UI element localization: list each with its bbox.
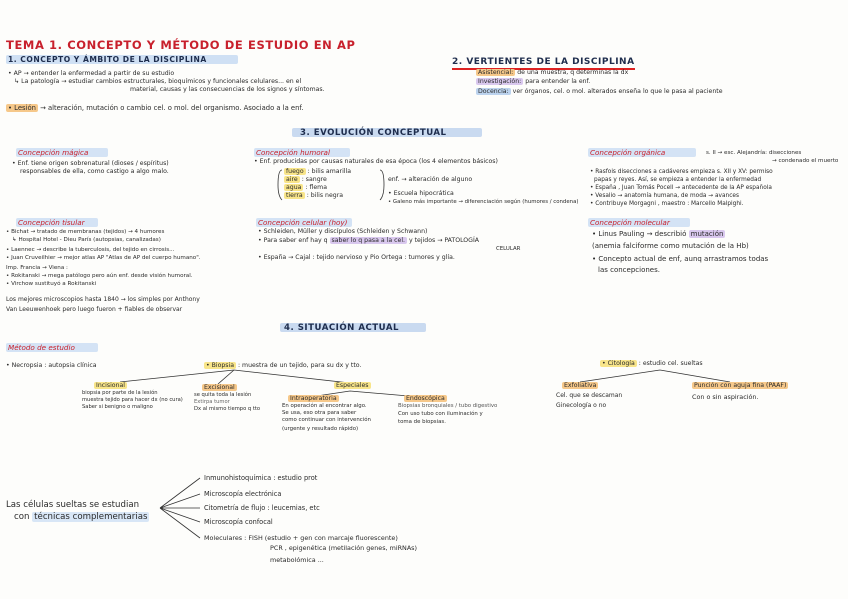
humoral-right-1: enf. → alteración de alguno [388,176,473,183]
celulas-line-1: Las células sueltas se estudian [6,500,140,510]
intraop-text-3: como continuar con intervención [282,417,371,423]
page-title: TEMA 1. CONCEPTO Y MÉTODO DE ESTUDIO EN AP [6,38,356,52]
excisional-text-2: Extirpa tumor [194,399,230,405]
humoral-fuego: fuego [286,168,304,175]
tecnicas-complementarias: técnicas complementarias [34,512,148,522]
s1-line-2: ↳ La patología → estudiar cambios estructurales, bioquímicos y funcionales celulares... en el [14,78,302,85]
intraop-text-1: En operación al encontrar algo. [282,403,367,409]
humoral-flema: flema [309,184,327,191]
humoral-right-2: • Escuela hipocrática [388,190,454,197]
humoral-bilis-negra: bilis negra [310,192,344,199]
humoral-aire: aire [286,176,298,183]
excisional-text-3: Dx al mismo tiempo q tto [194,406,261,412]
organica-note-2: → condenado el muerto [772,158,839,164]
endoscopica-text-2: Con uso tubo con iluminación y [398,411,483,417]
organica-line-5: • Contribuye Morgagni , maestro : Marcello Malpighi. [590,201,744,207]
intraop-text-4: (urgente y resultado rápido) [282,426,359,432]
tecnica-7: metabolómica ... [270,556,324,564]
tisular-line-3: • Laennec → describe la tuberculosis, del tejido en cirrosis... [6,247,175,253]
organica-line-3: • España , Juan Tomás Pocell → antecedente de la AP española [590,185,772,191]
incisional-label: Incisional [96,382,126,389]
endoscopica-text-1: Biopsias bronquiales / tubo digestivo [398,403,498,409]
s2-asistencial-text: de una muestra, q determinas la dx [517,69,629,76]
section-4-heading: 4. SITUACIÓN ACTUAL [284,323,400,333]
intraop-label: Intraoperatoria [290,395,337,402]
molecular-line-4: las concepciones. [598,266,660,274]
endoscopica-text-3: toma de biopsias. [398,419,446,425]
humoral-brace [278,170,282,200]
celular-line-2d: CELULAR [496,246,521,252]
humoral-brace-right [380,170,384,200]
humoral-right-3: • Galeno más importante → diferenciación según (humores / condena) [388,199,579,205]
s2-asistencial-label: Asistencial: [478,69,514,76]
incisional-text-3: Saber si benigno o maligno [82,404,153,410]
puncion-label: Punción con aguja fina (PAAF) [694,382,787,389]
exfoliativa-text-2: Ginecología o no [556,402,607,409]
molecular-line-2: (anemia falciforme como mutación de la Hb) [592,242,749,250]
citologia-label: • Citología [602,360,635,367]
s2-docencia-text: ver órganos, cel. o mol. alterados enseña lo que le pasa al paciente [512,88,723,95]
organica-title: Concepción orgánica [590,148,666,157]
molecular-line-1a: • Linus Pauling → describió [592,230,687,238]
citologia-tree [580,370,730,382]
s1-lesion-label: • Lesión [8,104,36,112]
excisional-label: Excisional [204,384,235,391]
tecnica-6: PCR , epigenética (metilación genes, miRNAs) [270,544,418,552]
tecnica-1: Inmunohistoquímica : estudio prot [204,474,318,482]
especiales-label: Especiales [336,382,369,389]
tisular-line-7: • Virchow sustituyó a Rokitanski [6,281,97,287]
molecular-line-1b: mutación [690,230,724,238]
s2-investigacion-text: para entender la enf. [525,78,591,85]
tecnica-4: Microscopía confocal [204,518,273,526]
section-3-heading: 3. EVOLUCIÓN CONCEPTUAL [300,128,447,138]
tisular-line-9: Van Leeuwenhoek pero luego fueron + fiables de observar [6,306,183,313]
tisular-line-6: • Rokitanski → mega patólogo pero aún enf. desde visión humoral. [6,273,193,279]
magica-line-2: responsables de ella, como castigo a algo malo. [20,168,169,175]
exfoliativa-text-1: Cel. que se descaman [556,392,623,399]
section-2-heading: 2. VERTIENTES DE LA DISCIPLINA [452,57,635,67]
tisular-line-4: • Juan Cruveilhier → mejor atlas AP "Atlas de AP del cuerpo humano". [6,255,201,261]
metodo-title: Método de estudio [8,343,75,352]
celular-line-2c: y tejidos → PATOLOGÍA [408,237,480,244]
tecnicas-tree [160,478,200,538]
biopsia-label: • Biopsia [206,362,235,369]
organica-note: s. II → esc. Alejandría: disecciones [706,150,802,156]
humoral-line-1: • Enf. producidas por causas naturales de esa época (los 4 elementos básicos) [254,158,498,165]
intraop-text-2: Se usa, eso otra para saber [282,410,357,416]
tisular-line-5: Imp. Francia → Viena : [6,265,68,271]
tisular-line-8: Los mejores microscopios hasta 1840 → los simples por Anthony [6,296,200,303]
organica-line-4: • Vesalio → anatomía humana, de moda → avances [590,193,739,199]
organica-line-1: • Rasfois disecciones a cadáveres empieza s. XII y XV: permiso [590,169,773,175]
excisional-text-1: se quita toda la lesión [194,392,252,398]
incisional-text-2: muestra tejido para hacer dx (no cura) [82,397,183,403]
tecnica-2: Microscopía electrónica [204,490,282,498]
celulas-line-2: con [14,512,30,522]
section-1-heading: 1. CONCEPTO Y ÁMBITO DE LA DISCIPLINA [8,55,207,64]
s1-line-3: material, causas y las consecuencias de los signos y síntomas. [130,86,325,93]
humoral-tierra: tierra [286,192,303,199]
organica-line-2: papas y reyes. Así, se empieza a entender la enfermedad [594,177,762,183]
s2-docencia-label: Docencia: [478,88,509,95]
humoral-sangre: sangre [305,176,327,183]
tisular-line-2: ↳ Hospital Hotel - Dieu París (autopsias, canalizadas) [12,237,161,243]
biopsia-text: : muestra de un tejido, para su dx y tto. [238,362,362,369]
tecnica-3: Citometría de flujo : leucemias, etc [204,504,320,512]
humoral-title: Concepción humoral [256,148,330,157]
citologia-text: : estudio cel. sueltas [638,360,703,367]
humoral-agua: agua [286,184,302,191]
celular-line-1: • Schleiden, Müller y discípulos (Schleiden y Schwann) [258,228,428,235]
s2-investigacion-label: Investigación: [478,78,522,85]
magica-line-1: • Enf. tiene origen sobrenatural (dioses / espíritus) [12,160,169,167]
humoral-bilis-amarilla: bilis amarilla [311,168,352,175]
celular-line-2b: saber lo q pasa a la cel. [331,237,406,244]
endoscopica-label: Endoscópica [406,395,445,402]
celular-line-3: • España → Cajal : tejido nervioso y Pio Ortega : tumores y glía. [258,254,455,261]
tisular-line-1: • Bichat → tratado de membranas (tejidos) → 4 humores [6,229,165,235]
necropsia: • Necropsia : autopsia clínica [6,362,97,369]
incisional-text-1: biopsia por parte de la lesión [82,390,158,396]
exfoliativa-label: Exfoliativa [564,382,597,389]
celular-title: Concepción celular (hoy) [258,218,348,227]
s1-lesion-text: → alteración, mutación o cambio cel. o mol. del organismo. Asociado a la enf. [40,104,304,112]
molecular-title: Concepción molecular [590,218,670,227]
molecular-line-3: • Concepto actual de enf, aunq arrastramos todas [592,255,769,263]
tisular-title: Concepción tisular [18,218,85,227]
biopsia-tree [120,370,350,384]
s1-line-1: • AP → entender la enfermedad a partir de su estudio [8,70,175,77]
puncion-text-1: Con o sin aspiración. [692,393,759,401]
tecnica-5: Moleculares : FISH (estudio + gen con marcaje fluorescente) [204,534,398,542]
magica-title: Concepción mágica [18,148,89,157]
celular-line-2a: • Para saber enf hay q [258,237,328,244]
